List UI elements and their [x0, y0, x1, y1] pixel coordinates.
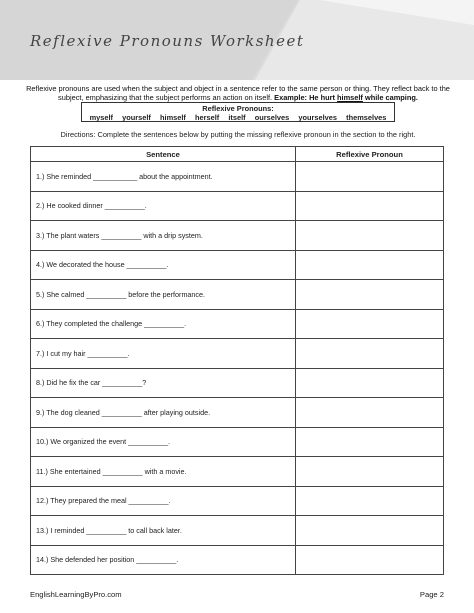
- sentence-cell: 3.) The plant waters __________ with a drip system.: [31, 221, 296, 251]
- intro-text: Reflexive pronouns are used when the subject and object in a sentence refer to the same person or thing. They reflect back to the subject, emphasizing that the subject performs an action on itself.: [26, 84, 450, 103]
- answer-cell[interactable]: [296, 368, 444, 398]
- sentence-cell: 13.) I reminded __________ to call back later.: [31, 516, 296, 546]
- table-row: [31, 191, 444, 221]
- sentence-cell: 1.) She reminded ___________ about the appointment.: [31, 162, 296, 192]
- sentence-cell: 6.) They completed the challenge __________.: [31, 309, 296, 339]
- pronoun-box: [81, 102, 395, 122]
- pronoun-item: yourself: [122, 113, 151, 122]
- table-row: [31, 368, 444, 398]
- sentence-cell: 8.) Did he fix the car __________?: [31, 368, 296, 398]
- example-suffix: while camping.: [364, 93, 418, 103]
- pronoun-item: ourselves: [254, 113, 290, 122]
- answer-cell[interactable]: [296, 339, 444, 369]
- table-row: [31, 457, 444, 487]
- pronoun-item: themselves: [346, 113, 387, 122]
- pronoun-list: [82, 113, 394, 122]
- sentence-header: Sentence: [31, 147, 296, 162]
- sentence-cell: 4.) We decorated the house __________.: [31, 250, 296, 280]
- sentence-cell: 12.) They prepared the meal __________.: [31, 486, 296, 516]
- table-row: [31, 250, 444, 280]
- table-row: [31, 339, 444, 369]
- intro-paragraph: [24, 84, 452, 103]
- answer-cell[interactable]: [296, 516, 444, 546]
- table-row: [31, 162, 444, 192]
- footer-site: EnglishLearningByPro.com: [30, 590, 122, 599]
- answer-cell[interactable]: [296, 309, 444, 339]
- answer-cell[interactable]: [296, 162, 444, 192]
- answer-cell[interactable]: [296, 457, 444, 487]
- answer-cell[interactable]: [296, 545, 444, 575]
- sentence-cell: 11.) She entertained __________ with a movie.: [31, 457, 296, 487]
- answer-cell[interactable]: [296, 250, 444, 280]
- footer-page-number: Page 2: [419, 590, 444, 599]
- answer-cell[interactable]: [296, 280, 444, 310]
- sentence-cell: 2.) He cooked dinner __________.: [31, 191, 296, 221]
- sentence-cell: 5.) She calmed __________ before the performance.: [31, 280, 296, 310]
- table-row: [31, 516, 444, 546]
- table-header-row: [31, 147, 444, 162]
- table-row: [31, 427, 444, 457]
- pronoun-box-title: Reflexive Pronouns:: [202, 104, 274, 113]
- answer-cell[interactable]: [296, 221, 444, 251]
- answer-cell[interactable]: [296, 427, 444, 457]
- table-row: [31, 398, 444, 428]
- example-word: himself: [337, 93, 363, 103]
- table-row: [31, 486, 444, 516]
- sentence-cell: 14.) She defended her position __________.: [31, 545, 296, 575]
- table-row: [31, 280, 444, 310]
- answer-cell[interactable]: [296, 191, 444, 221]
- pronoun-item: myself: [89, 113, 113, 122]
- pronoun-item: herself: [195, 113, 220, 122]
- pronoun-header: Reflexive Pronoun: [296, 147, 444, 162]
- pronoun-item: itself: [228, 113, 246, 122]
- example-prefix: Example: He hurt: [274, 93, 335, 103]
- table-row: [31, 309, 444, 339]
- sentence-cell: 9.) The dog cleaned __________ after playing outside.: [31, 398, 296, 428]
- table-row: [31, 545, 444, 575]
- table-row: [31, 221, 444, 251]
- sentence-cell: 7.) I cut my hair __________.: [31, 339, 296, 369]
- page-title: Reflexive Pronouns Worksheet: [30, 32, 305, 50]
- pronoun-item: himself: [160, 113, 186, 122]
- worksheet-table: [30, 146, 444, 575]
- answer-cell[interactable]: [296, 398, 444, 428]
- pronoun-item: yourselves: [298, 113, 338, 122]
- sentence-cell: 10.) We organized the event __________.: [31, 427, 296, 457]
- directions: Directions: Complete the sentences below by putting the missing reflexive pronoun in the section to the right.: [60, 130, 416, 139]
- answer-cell[interactable]: [296, 486, 444, 516]
